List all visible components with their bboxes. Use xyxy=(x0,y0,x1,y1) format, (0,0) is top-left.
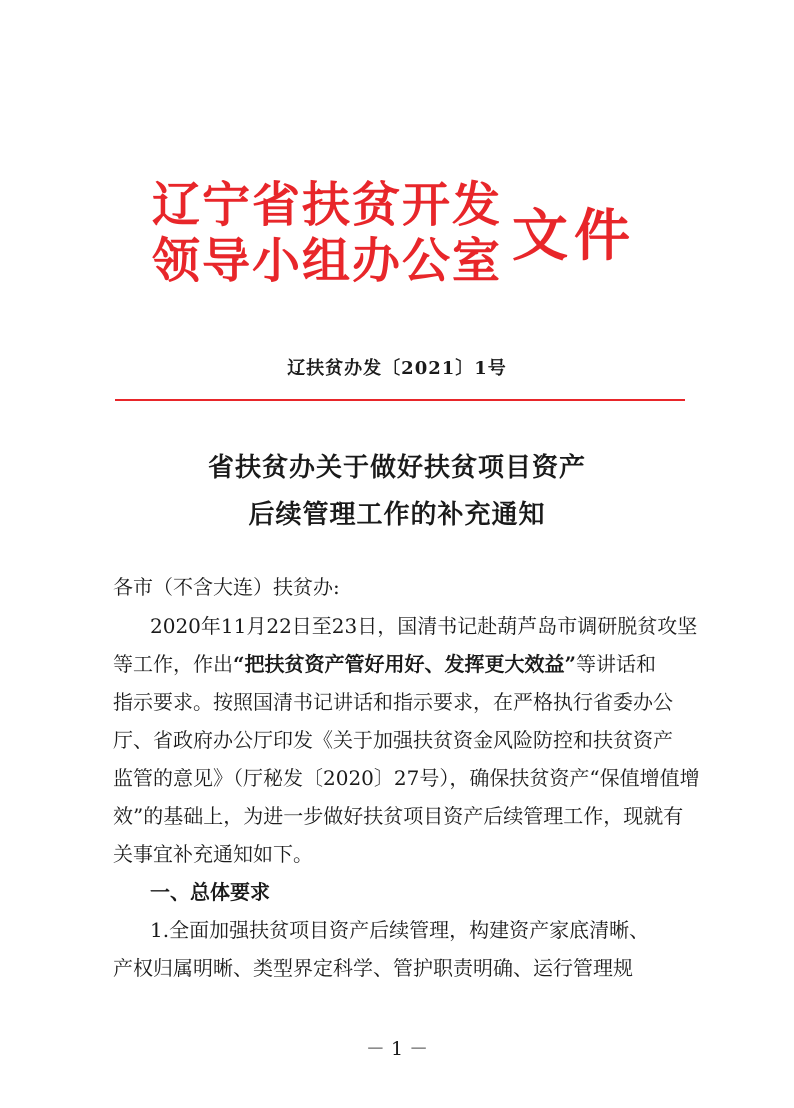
paragraph-2-line-1: 1.全面加强扶贫项目资产后续管理，构建资产家底清晰、 xyxy=(150,918,650,942)
document-number: 辽扶贫办发〔2021〕1号 xyxy=(287,358,507,379)
paragraph-1-line-2 xyxy=(113,651,656,677)
section-1-heading: 一、总体要求 xyxy=(150,880,270,904)
document-title-line-2: 后续管理工作的补充通知 xyxy=(248,500,546,530)
paragraph-1-line-3: 指示要求。按照国清书记讲话和指示要求，在严格执行省委办公 xyxy=(113,690,673,714)
highlighted-quote: “把扶贫资产管好用好、发挥更大效益” xyxy=(233,652,577,676)
page-number: － 1 － xyxy=(365,1038,429,1060)
paragraph-1-line-2-lead: 等工作，作出 xyxy=(113,652,233,676)
paragraph-1-line-4: 厅、省政府办公厅印发《关于加强扶贫资金风险防控和扶贫资产 xyxy=(113,728,673,752)
paragraph-1-line-7: 关事宜补充通知如下。 xyxy=(113,842,313,866)
paragraph-1-line-2-tail: 等讲话和 xyxy=(576,652,657,676)
red-divider-rule xyxy=(115,399,685,401)
paragraph-2-line-2: 产权归属明晰、类型界定科学、管护职责明确、运行管理规 xyxy=(113,956,633,980)
document-title-line-1: 省扶贫办关于做好扶贫项目资产 xyxy=(207,453,586,483)
paragraph-1-line-1: 2020年11月22日至23日，国清书记赴葫芦岛市调研脱贫攻坚 xyxy=(150,614,698,638)
issuing-organization-line-1: 辽宁省扶贫开发 xyxy=(152,177,503,233)
issuing-organization-line-2: 领导小组办公室 xyxy=(152,233,503,289)
paragraph-1-line-6: 效”的基础上，为进一步做好扶贫项目资产后续管理工作，现就有 xyxy=(113,804,684,828)
paragraph-1-line-5: 监管的意见》（厅秘发〔2020〕27号），确保扶贫资产“保值增值增 xyxy=(113,766,700,790)
document-type-label: 文件 xyxy=(512,204,636,269)
salutation: 各市（不含大连）扶贫办: xyxy=(113,575,340,599)
